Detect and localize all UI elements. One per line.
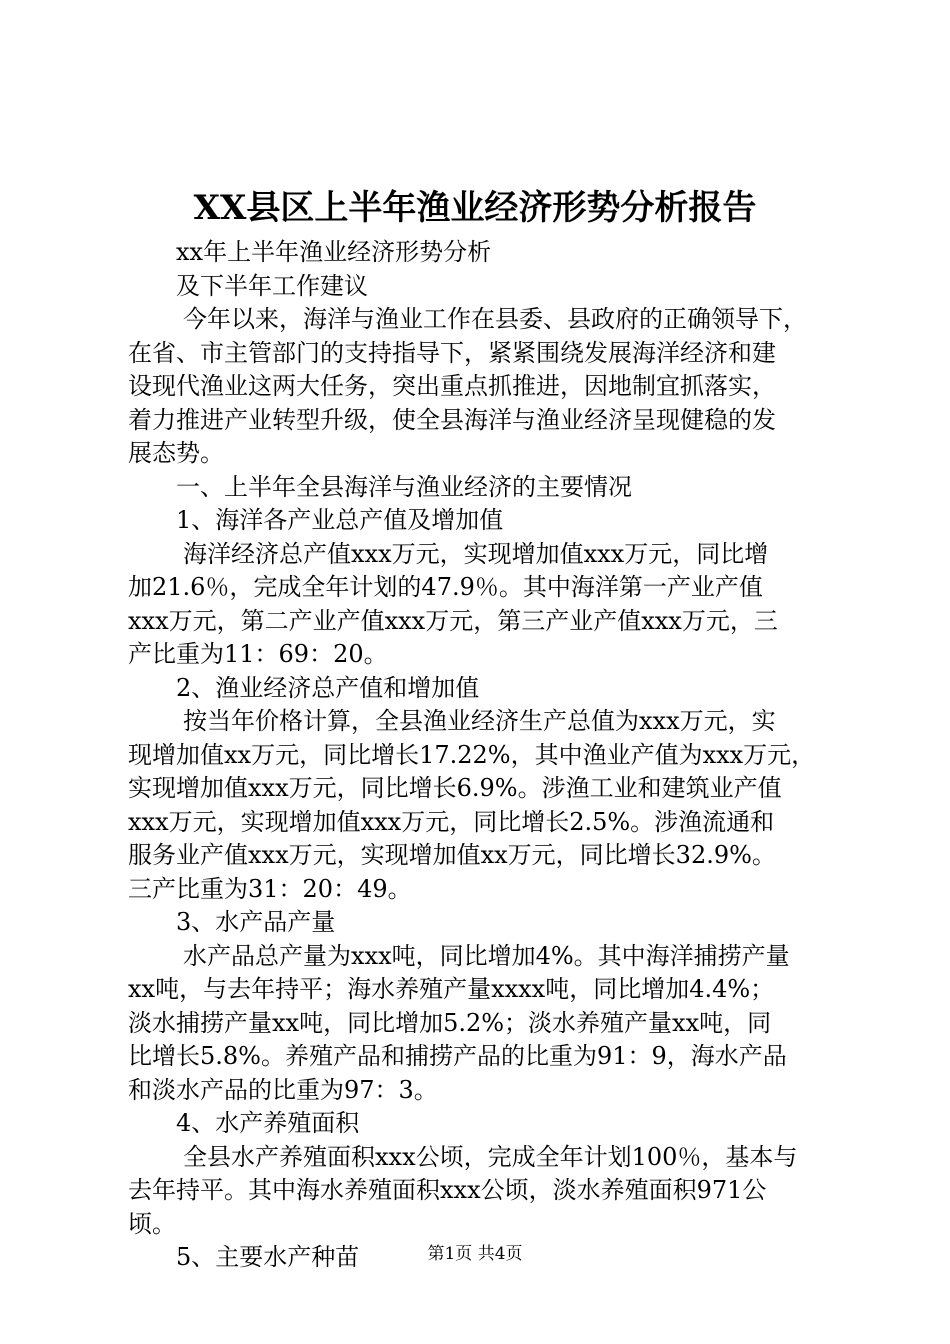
item-3-line: 水产品总产量为xxx吨，同比增加4%。其中海洋捕捞产量 <box>183 941 790 970</box>
item-3-line: 和淡水产品的比重为97：3。 <box>128 1075 438 1104</box>
item-2-line: 服务业产值xxx万元，实现增加值xx万元，同比增长32.9%。 <box>128 841 776 869</box>
subtitle-line-1: xx年上半年渔业经济形势分析 <box>176 238 492 266</box>
intro-line: 展态势。 <box>128 439 224 467</box>
item-4-line: 去年持平。其中海水养殖面积xxx公顷，淡水养殖面积971公 <box>128 1176 767 1204</box>
item-5-heading: 5、主要水产种苗 <box>176 1243 360 1271</box>
item-1-line: 产比重为11：69：20。 <box>128 640 388 668</box>
item-2-line: xxx万元，实现增加值xxx万元，同比增长2.5%。涉渔流通和 <box>128 807 775 836</box>
intro-line: 今年以来，海洋与渔业工作在县委、县政府的正确领导下， <box>183 305 807 333</box>
item-4-heading: 4、水产养殖面积 <box>176 1109 360 1137</box>
item-4-line: 顷。 <box>128 1209 176 1238</box>
item-2-line: 实现增加值xxx万元，同比增长6.9%。涉渔工业和建筑业产值 <box>128 774 782 802</box>
item-2-line: 现增加值xx万元，同比增长17.22%，其中渔业产值为xxx万元， <box>128 740 816 769</box>
item-1-line: 海洋经济总产值xxx万元，实现增加值xxx万元，同比增 <box>183 539 769 568</box>
item-1-heading: 1、海洋各产业总产值及增加值 <box>176 506 504 534</box>
subtitle-line-2: 及下半年工作建议 <box>176 271 368 300</box>
intro-line: 着力推进产业转型升级，使全县海洋与渔业经济呈现健稳的发 <box>128 405 776 434</box>
document-title: XX县区上半年渔业经济形势分析报告 <box>193 188 757 228</box>
item-3-line: xx吨，与去年持平；海水养殖产量xxxx吨，同比增加4.4%； <box>128 975 775 1003</box>
section-heading-1: 一、上半年全县海洋与渔业经济的主要情况 <box>176 472 632 501</box>
intro-line: 在省、市主管部门的支持指导下，紧紧围绕发展海洋经济和建 <box>128 338 776 367</box>
item-3-line: 淡水捕捞产量xx吨，同比增加5.2%；淡水养殖产量xx吨，同 <box>128 1008 772 1037</box>
item-2-line: 三产比重为31：20：49。 <box>128 874 412 903</box>
document-body <box>128 236 834 1275</box>
item-3-line: 比增长5.8%。养殖产品和捕捞产品的比重为91：9，海水产品 <box>128 1042 787 1070</box>
intro-line: 设现代渔业这两大任务，突出重点抓推进，因地制宜抓落实， <box>128 372 776 400</box>
item-2-line: 按当年价格计算，全县渔业经济生产总值为xxx万元，实 <box>183 707 776 735</box>
item-4-line: 全县水产养殖面积xxx公顷，完成全年计划100％，基本与 <box>183 1142 798 1171</box>
item-3-heading: 3、水产品产量 <box>176 908 336 936</box>
item-1-line: 加21.6％，完成全年计划的47.9％。其中海洋第一产业产值 <box>128 573 763 601</box>
page-footer: 第1页 共4页 <box>427 1244 523 1264</box>
item-2-heading: 2、渔业经济总产值和增加值 <box>176 673 480 702</box>
item-1-line: xxx万元，第二产业产值xxx万元，第三产业产值xxx万元，三 <box>128 606 778 635</box>
